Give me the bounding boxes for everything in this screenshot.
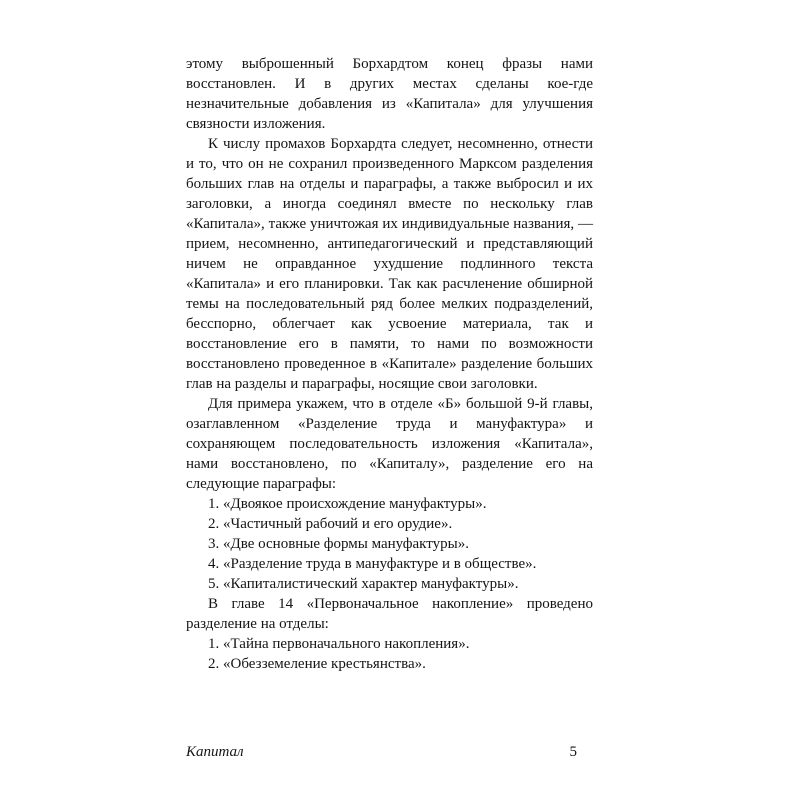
list-item: 2. «Обезземеление крестьянства». bbox=[208, 656, 426, 672]
paragraph-example: Для примера укажем, что в отделе «Б» большой 9-й главы, озаглавленном «Разделение труда и мануфактура» и сохраняющем последовательность изложения «Капитала», нами восстановлено, по «Капиталу», разделение его на следующие параграфы: bbox=[186, 396, 593, 492]
page-number: 5 bbox=[569, 744, 577, 760]
paragraph-continuation: этому выброшенный Борхардтом конец фразы нами восстановлен. И в других местах сделаны кое-где незначительные добавления из «Капитала» для улучшения связности изложения. bbox=[186, 56, 593, 132]
paragraph-chapter14: В главе 14 «Первоначальное накопление» проведено разделение на отделы: bbox=[186, 596, 593, 632]
list-item: 1. «Тайна первоначального накопления». bbox=[208, 636, 470, 652]
manufacture-paragraph-list bbox=[186, 494, 593, 594]
page-text-block bbox=[186, 54, 593, 674]
page-footer bbox=[186, 742, 593, 762]
running-title: Капитал bbox=[186, 744, 244, 760]
list-item: 1. «Двоякое происхождение мануфактуры». bbox=[208, 496, 487, 512]
paragraph-borchardt-flaws: К числу промахов Борхардта следует, несомненно, отнести и то, что он не сохранил произведенного Марксом разделения больших глав на отделы и параграфы, а также выбросил и их заголовки, а иногда соединял вместе по нескольку глав «Капитала», также уничтожая их индивидуальные названия, — прием, несомненно, антипедагогический и представляющий ничем не оправданное ухудшение подлинного текста «Капитала» и его планировки. Так как расчленение обширной темы на последовательный ряд более мелких подразделений, бесспорно, облегчает как усвоение материала, так и восстановление его в памяти, то нами по возможности восстановлено проведенное в «Капитале» разделение больших глав на разделы и параграфы, носящие свои заголовки. bbox=[186, 136, 593, 392]
list-item: 4. «Разделение труда в мануфактуре и в обществе». bbox=[208, 556, 537, 572]
list-item: 2. «Частичный рабочий и его орудие». bbox=[208, 516, 453, 532]
accumulation-section-list bbox=[186, 634, 593, 674]
list-item: 5. «Капиталистический характер мануфактуры». bbox=[208, 576, 519, 592]
list-item: 3. «Две основные формы мануфактуры». bbox=[208, 536, 469, 552]
